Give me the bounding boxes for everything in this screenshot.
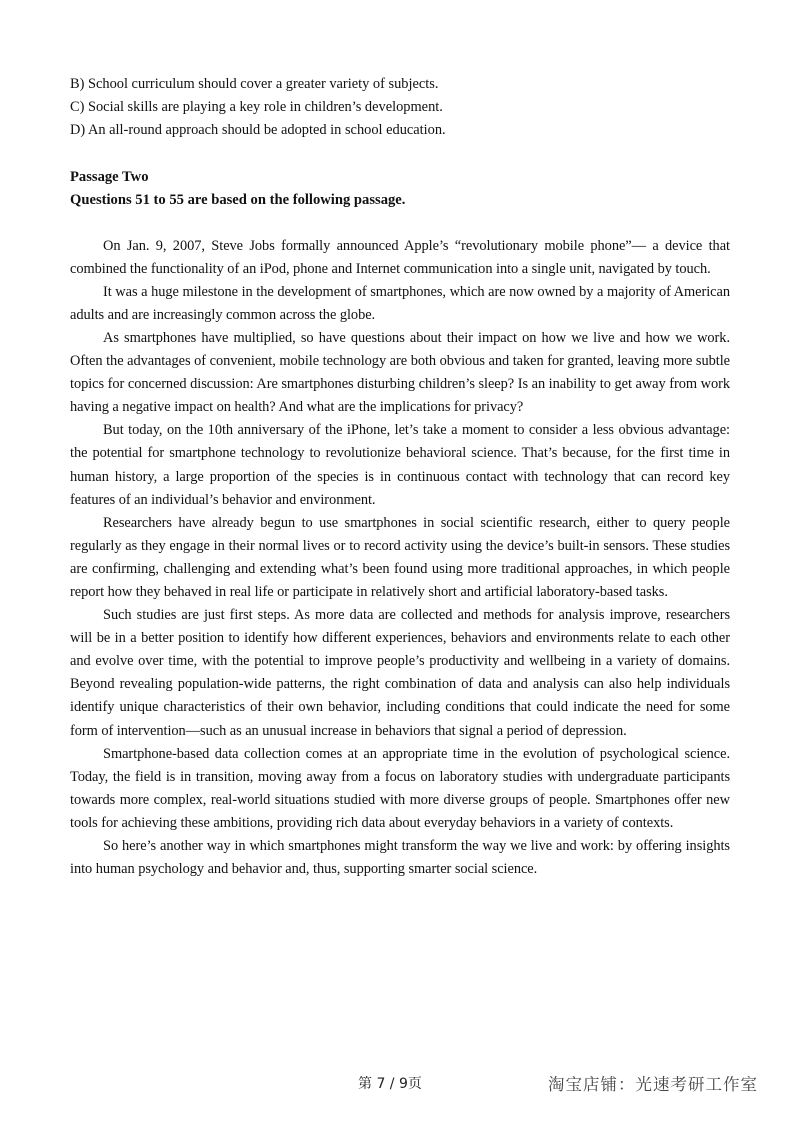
paragraph-1: On Jan. 9, 2007, Steve Jobs formally announced Apple’s “revolutionary mobile phone”— a device that combined the functionality of an iPod, phone and Internet communication into a single unit, navigated by touch. [70, 237, 730, 277]
shop-watermark: 淘宝店铺：光速考研工作室 [548, 1075, 758, 1094]
option-c: C) Social skills are playing a key role in children’s development. [70, 99, 443, 116]
paragraph-7: Smartphone-based data collection comes at an appropriate time in the evolution of psychological science. Today, the field is in transition, moving away from a focus on laboratory studies with undergraduate participants towards more complex, real-world situations studied with more diverse groups of people. Smartphones offer new tools for achieving these ambitions, providing rich data about everyday behaviors in a variety of contexts. [70, 745, 730, 831]
paragraph-3: As smartphones have multiplied, so have questions about their impact on how we live and how we work. Often the advantages of convenient, mobile technology are both obvious and taken for granted, leaving more subtle topics for concerned discussion: Are smartphones disturbing children’s sleep? Is an inability to get away from work having a negative impact on health? And what are the implications for privacy? [70, 329, 730, 416]
answer-options [70, 73, 730, 143]
passage-header [70, 166, 730, 212]
page-number: 第 7 / 9页 [358, 1076, 422, 1092]
paragraph-8: So here’s another way in which smartphones might transform the way we live and work: by offering insights into human psychology and behavior and, thus, supporting smarter social science. [70, 838, 730, 878]
paragraph-2: It was a huge milestone in the development of smartphones, which are now owned by a majority of American adults and are increasingly common across the globe. [70, 283, 730, 323]
document-page [70, 73, 730, 881]
passage-body [70, 235, 730, 882]
option-d: D) An all-round approach should be adopted in school education. [70, 122, 446, 139]
option-b: B) School curriculum should cover a greater variety of subjects. [70, 76, 439, 92]
passage-instruction: Questions 51 to 55 are based on the following passage. [70, 191, 406, 208]
passage-title: Passage Two [70, 168, 149, 185]
paragraph-6: Such studies are just first steps. As more data are collected and methods for analysis improve, researchers will be in a better position to identify how different experiences, behaviors and environments relate to each other and evolve over time, with the potential to improve people’s productivity and wellbeing in a variety of domains. Beyond revealing population-wide patterns, the right combination of data and analysis can also help individuals identify unique characteristics of their own behavior, including conditions that could indicate the need for some form of intervention—such as an unusual increase in behaviors that signal a period of depression. [70, 607, 730, 739]
paragraph-5: Researchers have already begun to use smartphones in social scientific research, either to query people regularly as they engage in their normal lives or to record activity using the device’s built-in sensors. These studies are confirming, challenging and extending what’s been found using more traditional approaches, in which people report how they behaved in real life or participate in relatively short and artificial laboratory-based tasks. [70, 514, 730, 601]
paragraph-4: But today, on the 10th anniversary of the iPhone, let’s take a moment to consider a less obvious advantage: the potential for smartphone technology to revolutionize behavioral science. That’s because, for the first time in human history, a large proportion of the species is in continuous contact with technology that can record key features of an individual’s behavior and environment. [70, 422, 730, 508]
